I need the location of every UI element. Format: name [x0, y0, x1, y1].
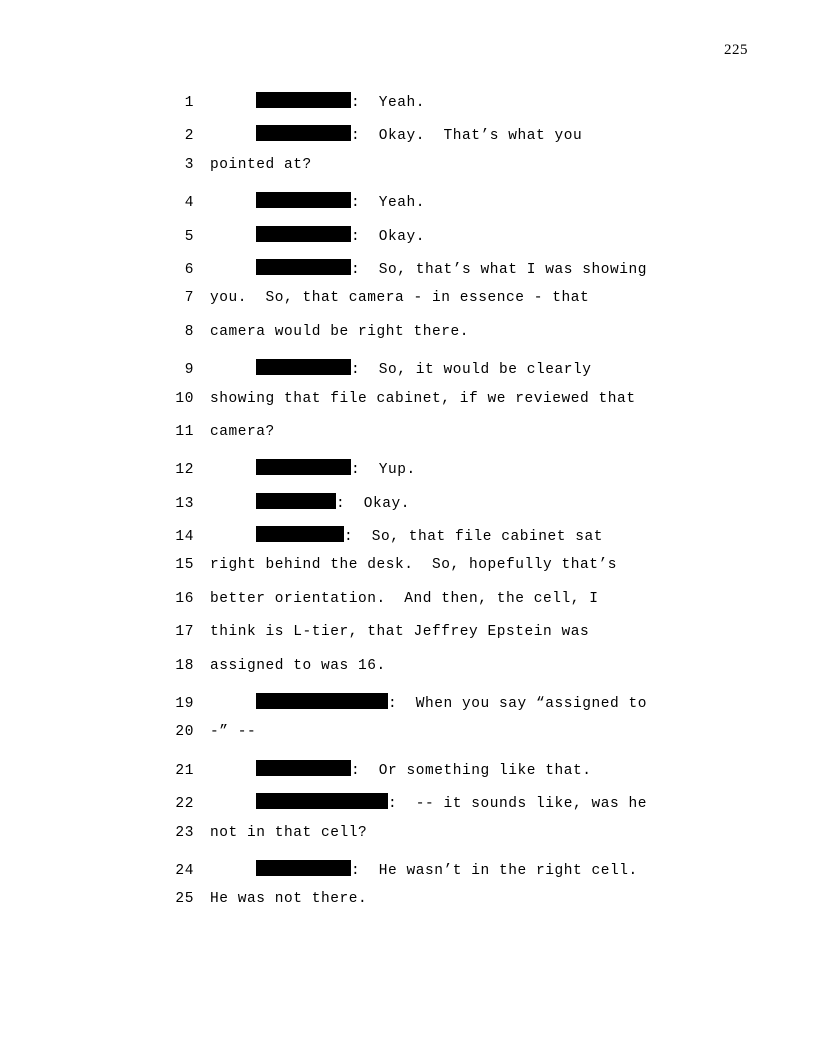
redaction-bar: [256, 493, 336, 509]
line-number: 14: [175, 529, 194, 546]
transcript-line: [168, 224, 768, 257]
line-number: 5: [184, 228, 194, 245]
line-content: [210, 257, 647, 278]
line-content: [210, 391, 636, 407]
redaction-bar: [256, 793, 388, 809]
line-text: not in that cell?: [210, 824, 368, 841]
line-number: 1: [184, 95, 194, 111]
line-text: : Okay.: [336, 495, 411, 512]
line-number: 21: [175, 762, 194, 779]
transcript-body: [168, 90, 768, 925]
transcript-line: [168, 624, 768, 657]
line-content: [210, 123, 582, 144]
transcript-line: [168, 591, 768, 624]
line-number: 25: [175, 891, 194, 908]
line-number: 18: [175, 657, 194, 674]
transcript-line: [168, 391, 768, 424]
line-text: : He wasn’t in the right cell.: [351, 862, 638, 879]
line-text: : Okay. That’s what you: [351, 128, 583, 145]
transcript-line: [168, 891, 768, 924]
transcript-line: [168, 324, 768, 357]
line-text: He was not there.: [210, 891, 368, 908]
redaction-bar: [256, 760, 351, 776]
transcript-line: [168, 190, 768, 223]
line-text: : Or something like that.: [351, 762, 592, 779]
line-number: 9: [184, 362, 194, 379]
transcript-line: [168, 791, 768, 824]
redaction-bar: [256, 259, 351, 275]
line-number: 10: [175, 390, 194, 407]
line-number: 11: [175, 423, 194, 440]
redaction-bar: [256, 226, 351, 242]
line-text: : Yeah.: [351, 195, 426, 212]
line-content: [210, 791, 647, 812]
line-content: [210, 624, 589, 640]
transcript-line: [168, 825, 768, 858]
line-content: [210, 424, 275, 440]
transcript-line: [168, 724, 768, 757]
line-number: 7: [184, 290, 194, 307]
line-content: [210, 491, 410, 512]
transcript-line: [168, 90, 768, 123]
transcript-line: [168, 290, 768, 323]
line-content: [210, 891, 367, 907]
transcript-line: [168, 457, 768, 490]
line-number: 23: [175, 824, 194, 841]
line-text: : Yeah.: [351, 95, 426, 111]
line-text: assigned to was 16.: [210, 657, 386, 674]
line-text: camera would be right there.: [210, 323, 470, 340]
line-content: [210, 190, 425, 211]
transcript-line: [168, 123, 768, 156]
line-content: [210, 825, 367, 841]
line-number: 13: [175, 495, 194, 512]
line-content: [210, 691, 647, 712]
redaction-bar: [256, 526, 344, 542]
redaction-bar: [256, 693, 388, 709]
redaction-bar: [256, 92, 351, 108]
line-content: [210, 224, 425, 245]
line-text: showing that file cabinet, if we reviewed that: [210, 390, 636, 407]
line-text: : When you say “assigned to: [388, 696, 648, 713]
line-text: -” --: [210, 724, 257, 741]
transcript-line: [168, 257, 768, 290]
transcript-line: [168, 758, 768, 791]
line-content: [210, 357, 592, 378]
transcript-line: [168, 357, 768, 390]
redaction-bar: [256, 459, 351, 475]
line-content: [210, 524, 603, 545]
line-text: : -- it sounds like, was he: [388, 796, 648, 813]
line-text: : So, it would be clearly: [351, 362, 592, 379]
line-content: [210, 758, 592, 779]
line-number: 4: [184, 195, 194, 212]
redaction-bar: [256, 192, 351, 208]
line-text: : So, that file cabinet sat: [344, 529, 604, 546]
line-text: camera?: [210, 423, 275, 440]
transcript-line: [168, 524, 768, 557]
line-content: [210, 157, 312, 173]
transcript-line: [168, 157, 768, 190]
line-number: 16: [175, 590, 194, 607]
line-content: [210, 557, 617, 573]
line-text: you. So, that camera - in essence - that: [210, 290, 590, 307]
line-number: 20: [175, 724, 194, 741]
line-text: think is L-tier, that Jeffrey Epstein was: [210, 624, 590, 641]
transcript-line: [168, 491, 768, 524]
line-number: 12: [175, 462, 194, 479]
redaction-bar: [256, 359, 351, 375]
line-content: [210, 90, 425, 111]
line-number: 2: [184, 128, 194, 145]
line-text: right behind the desk. So, hopefully that’s: [210, 557, 618, 574]
line-number: 3: [184, 156, 194, 173]
line-content: [210, 324, 469, 340]
transcript-line: [168, 858, 768, 891]
line-text: : Okay.: [351, 228, 426, 245]
line-number: 8: [184, 323, 194, 340]
line-number: 22: [175, 796, 194, 813]
transcript-line: [168, 424, 768, 457]
line-content: [210, 658, 386, 674]
line-number: 19: [175, 696, 194, 713]
transcript-line: [168, 557, 768, 590]
line-content: [210, 858, 638, 879]
line-number: 15: [175, 557, 194, 574]
line-number: 17: [175, 624, 194, 641]
line-text: : So, that’s what I was showing: [351, 261, 648, 278]
transcript-line: [168, 658, 768, 691]
line-number: 6: [184, 261, 194, 278]
page-number: 225: [724, 42, 748, 58]
line-text: : Yup.: [351, 462, 416, 479]
transcript-line: [168, 691, 768, 724]
line-content: [210, 457, 416, 478]
line-content: [210, 290, 589, 306]
line-content: [210, 724, 256, 740]
line-text: pointed at?: [210, 156, 312, 173]
line-content: [210, 591, 599, 607]
line-text: better orientation. And then, the cell, I: [210, 590, 599, 607]
redaction-bar: [256, 125, 351, 141]
line-number: 24: [175, 862, 194, 879]
redaction-bar: [256, 860, 351, 876]
